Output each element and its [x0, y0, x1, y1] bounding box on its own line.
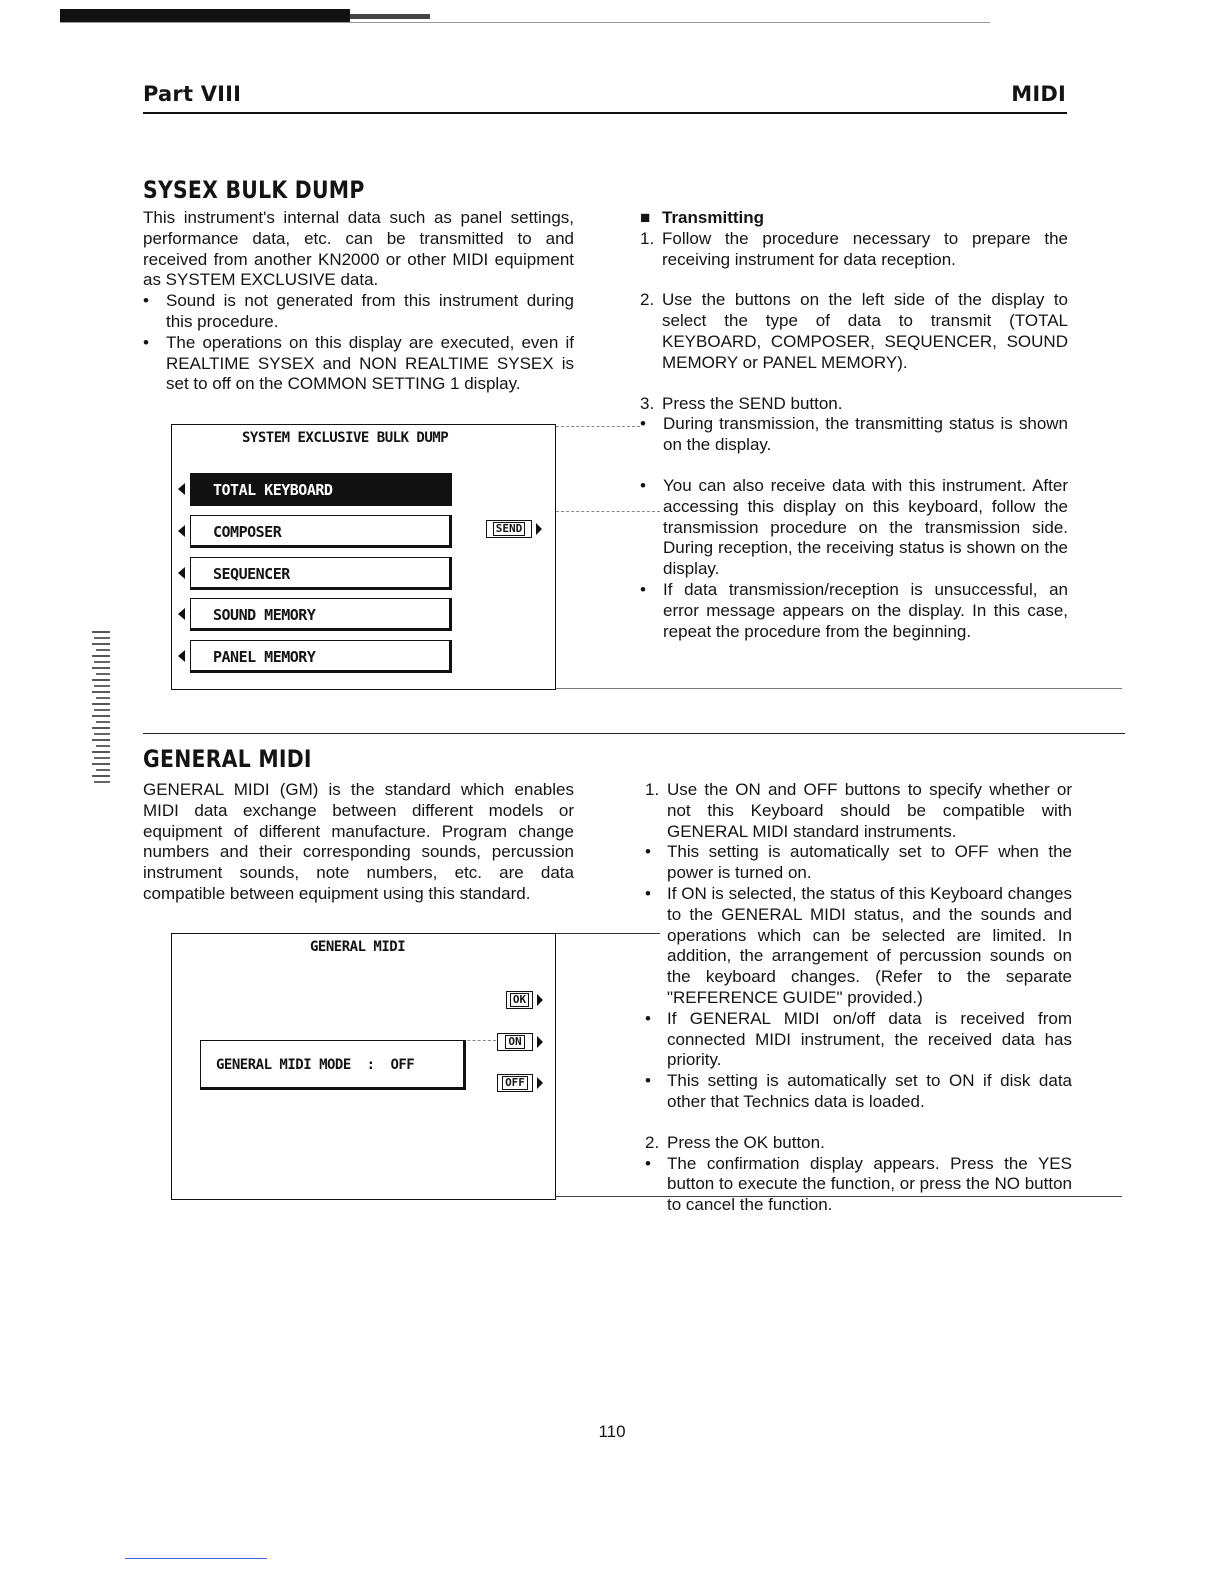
transmit-note: • You can also receive data with this instrument. After accessing this display on this keyboard, follow the transmission procedure on the transmission side. During reception, the receiving status is shown on the display.: [640, 475, 1068, 579]
transmit-step-text: Use the buttons on the left side of the display to select the type of data to transmit (TOTAL KEYBOARD, COMPOSER, SEQUENCER, SOUND MEMORY or PANEL MEMORY).: [662, 290, 1068, 372]
gm-step-note: • This setting is automatically set to ON if disk data other that Technics data is loaded.: [645, 1071, 1072, 1111]
gm-mode-label: GENERAL MIDI MODE: [216, 1057, 351, 1073]
transmit-note-text: If data transmission/reception is unsuccessful, an error message appears on the display. In this case, repeat the procedure from the beginning.: [663, 579, 1068, 641]
gm-step: 2. Press the OK button.: [645, 1133, 1072, 1154]
gm-step-note-text: This setting is automatically set to OFF when the power is turned on.: [667, 842, 1072, 883]
transmitting-heading: ■ Transmitting: [640, 208, 1068, 229]
on-button-label: ON: [505, 1035, 524, 1049]
transmit-note-text: You can also receive data with this instrument. After accessing this display on this keyboard, follow the transmission procedure on the transmission side. During reception, the receiving status is shown on the display.: [663, 475, 1068, 579]
transmit-step-text: Press the SEND button.: [662, 393, 843, 413]
arrow-right-icon: [537, 994, 543, 1006]
gm-step-note: • This setting is automatically set to OFF when the power is turned on.: [645, 842, 1072, 883]
menu-item-panel-memory[interactable]: PANEL MEMORY: [190, 640, 452, 673]
gm-step-text: Use the ON and OFF buttons to specify whether or not this Keyboard should be compatible with GENERAL MIDI standard instruments.: [667, 780, 1072, 841]
transmit-step: 3. Press the SEND button.: [640, 394, 1068, 415]
on-button[interactable]: [497, 1033, 533, 1051]
header-part-label: Part VIII: [143, 82, 242, 106]
transmitting-block: [640, 208, 1068, 642]
section-divider: [143, 733, 1125, 734]
transmit-step-text: Follow the procedure necessary to prepare the receiving instrument for data reception.: [662, 228, 1068, 269]
gm-step-note-text: If ON is selected, the status of this Keyboard changes to the GENERAL MIDI status, and the sounds and operations which can be selected are limited. In addition, the arrangement of percussion sounds on the keyboard changes. (Refer to the separate "REFERENCE GUIDE" provided.): [667, 883, 1072, 1007]
transmit-step: 1. Follow the procedure necessary to prepare the receiving instrument for data reception.: [640, 228, 1068, 269]
gm-step-note-text: If GENERAL MIDI on/off data is received from connected MIDI instrument, the received data has priority.: [667, 1008, 1072, 1070]
gm-step-text: Press the OK button.: [667, 1132, 825, 1152]
header-section-label: MIDI: [1011, 82, 1066, 106]
gm-intro-text: GENERAL MIDI (GM) is the standard which enables MIDI data exchange between different models or equipment of different manufacture. Program change numbers and their corresponding sounds, percussion instrument sounds, note numbers, etc. are data compatible between equipment using this standard.: [143, 780, 574, 903]
margin-tick-marks: [86, 630, 116, 790]
menu-item-sequencer[interactable]: SEQUENCER: [190, 557, 452, 590]
gm-mode-value: OFF: [390, 1057, 415, 1073]
menu-item-sound-memory[interactable]: SOUND MEMORY: [190, 598, 452, 631]
transmit-note: • If data transmission/reception is unsuccessful, an error message appears on the display. In this case, repeat the procedure from the beginning.: [640, 579, 1068, 641]
sysex-section-title: SYSEX BULK DUMP: [143, 176, 365, 204]
gm-intro-block: [143, 780, 574, 905]
arrow-right-icon: [536, 523, 542, 535]
transmit-step-note-text: During transmission, the transmitting status is shown on the display.: [663, 414, 1068, 455]
transmit-step-note: • During transmission, the transmitting status is shown on the display.: [640, 414, 1068, 455]
gm-step-note: • If ON is selected, the status of this Keyboard changes to the GENERAL MIDI status, and the sounds and operations which can be selected are limited. In addition, the arrangement of percussion sounds on the keyboard changes. (Refer to the separate "REFERENCE GUIDE" provided.): [645, 883, 1072, 1007]
arrow-left-icon: [178, 650, 185, 662]
arrow-right-icon: [537, 1077, 543, 1089]
ok-button-label: OK: [510, 993, 529, 1007]
scan-artifact-line: [60, 22, 990, 23]
scan-artifact-mark: [350, 14, 430, 19]
sysex-bullet: • The operations on this display are executed, even if REALTIME SYSEX and NON REALTIME SYSEX is set to off on the COMMON SETTING 1 display.: [143, 332, 574, 394]
sysex-screen-title: SYSTEM EXCLUSIVE BULK DUMP: [242, 430, 449, 446]
gm-section-title: GENERAL MIDI: [143, 745, 312, 773]
section-divider: [556, 688, 1122, 689]
gm-steps-block: [645, 780, 1072, 1216]
page-number: 110: [598, 1422, 626, 1441]
gm-mode-separator: :: [366, 1057, 375, 1073]
gm-screen-title: GENERAL MIDI: [310, 939, 406, 955]
menu-item-composer[interactable]: COMPOSER: [190, 515, 452, 548]
arrow-right-icon: [537, 1036, 543, 1048]
sysex-intro-block: [143, 208, 574, 395]
sysex-bullet-text: Sound is not generated from this instrument during this procedure.: [166, 291, 574, 331]
sysex-intro-text: This instrument's internal data such as panel settings, performance data, etc. can be transmitted to and received from another KN2000 or other MIDI equipment as SYSTEM EXCLUSIVE data.: [143, 208, 574, 290]
arrow-left-icon: [178, 608, 185, 620]
transmit-step: 2. Use the buttons on the left side of the display to select the type of data to transmit (TOTAL KEYBOARD, COMPOSER, SEQUENCER, SOUND MEMORY or PANEL MEMORY).: [640, 290, 1068, 372]
gm-step: 1. Use the ON and OFF buttons to specify whether or not this Keyboard should be compatible with GENERAL MIDI standard instruments.: [645, 780, 1072, 841]
off-button[interactable]: [497, 1074, 533, 1092]
header-rule: [143, 112, 1067, 114]
off-button-label: OFF: [502, 1076, 528, 1090]
gm-step-note-text: The confirmation display appears. Press the YES button to execute the function, or press the NO button to cancel the function.: [667, 1153, 1072, 1215]
arrow-left-icon: [178, 567, 185, 579]
arrow-left-icon: [178, 525, 185, 537]
send-button-label: SEND: [493, 522, 526, 536]
gm-step-note-text: This setting is automatically set to ON if disk data other that Technics data is loaded.: [667, 1071, 1072, 1111]
sysex-bullet: • Sound is not generated from this instrument during this procedure.: [143, 291, 574, 331]
arrow-left-icon: [178, 483, 185, 495]
send-button[interactable]: [486, 520, 532, 538]
leader-line: [556, 426, 640, 427]
scan-artifact-bar: [60, 9, 350, 22]
sysex-bullet-text: The operations on this display are executed, even if REALTIME SYSEX and NON REALTIME SYSEX is set to off on the COMMON SETTING 1 display.: [166, 332, 574, 394]
gm-step-note: • The confirmation display appears. Press the YES button to execute the function, or press the NO button to cancel the function.: [645, 1153, 1072, 1215]
gm-step-note: • If GENERAL MIDI on/off data is received from connected MIDI instrument, the received data has priority.: [645, 1008, 1072, 1070]
menu-item-total-keyboard[interactable]: TOTAL KEYBOARD: [190, 473, 452, 506]
ok-button[interactable]: [506, 991, 533, 1009]
gm-mode-field: [200, 1040, 466, 1090]
footer-line: [125, 1558, 267, 1559]
transmitting-heading-text: Transmitting: [662, 208, 765, 227]
